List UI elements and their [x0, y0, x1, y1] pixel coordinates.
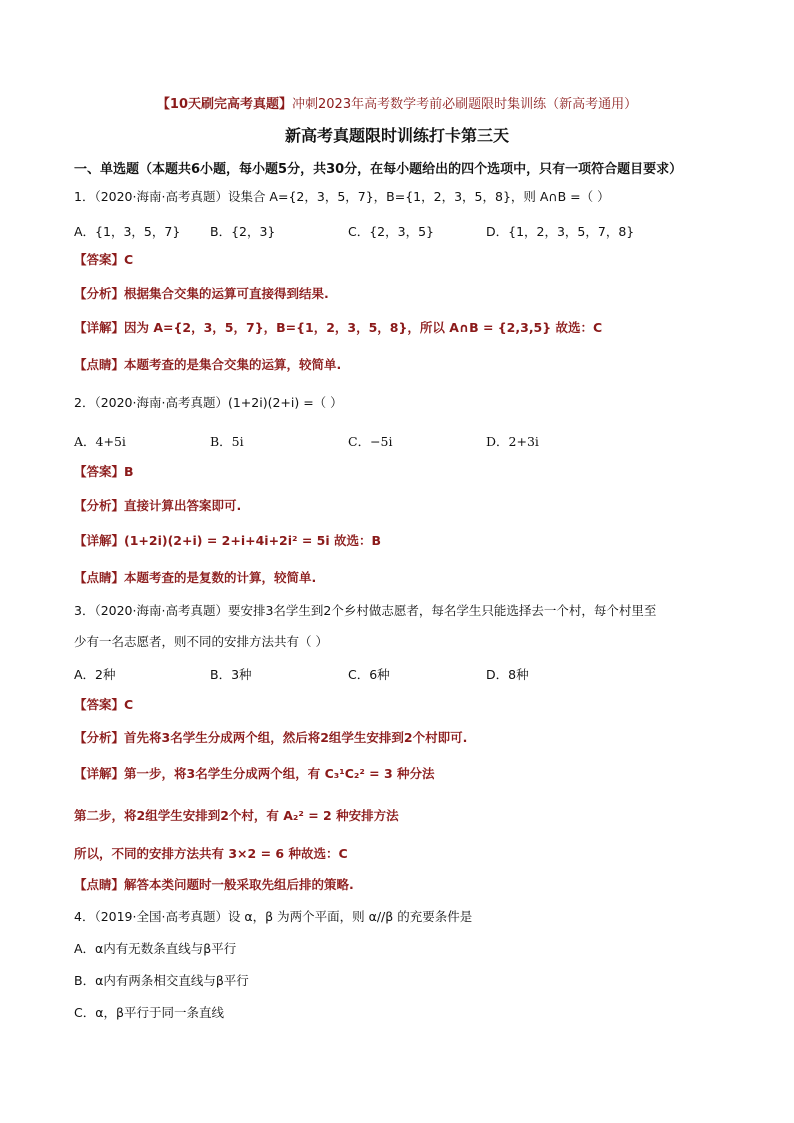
- q1-detail: [74, 320, 602, 336]
- comment-text: 本题考查的是集合交集的运算，较简单.: [124, 357, 342, 372]
- q2-analysis: [74, 498, 241, 514]
- q4-stem: 4．（2019·全国·高考真题）设 α，β 为两个平面，则 α//β 的充要条件是: [74, 909, 473, 924]
- detail-text-1: 第一步，将3名学生分成两个组，有 C₃¹C₂² = 3 种分法: [124, 766, 435, 781]
- title-prefix: 【10天刷完高考真题】: [156, 97, 292, 112]
- answer-tag: 【答案】: [74, 697, 125, 712]
- q3-option-a: A．2种: [74, 667, 116, 682]
- q1-stem: 1．（2020·海南·高考真题）设集合 A={2，3，5，7}，B={1，2，3，5，8}，则 A∩B =（ ）: [74, 189, 610, 204]
- analysis-text: 根据集合交集的运算可直接得到结果.: [124, 286, 329, 301]
- analysis-tag: 【分析】: [74, 498, 125, 513]
- q2-option-c: C．−5i: [348, 434, 393, 449]
- q3-option-b: B．3种: [210, 667, 252, 682]
- q3-analysis: [74, 730, 467, 746]
- comment-tag: 【点睛】: [74, 357, 125, 372]
- section-heading: 一、单选题（本题共6小题，每小题5分，共30分，在每小题给出的四个选项中，只有一项符合题目要求）: [74, 162, 683, 177]
- q4-option-a: A．α内有无数条直线与β平行: [74, 941, 237, 956]
- q1-option-a: A．{1，3，5，7}: [74, 224, 181, 239]
- q2-option-b: B．5i: [210, 434, 244, 449]
- q3-stem-line1: 3．（2020·海南·高考真题）要安排3名学生到2个乡村做志愿者，每名学生只能选择去一个村，每个村里至: [74, 603, 657, 618]
- detail-tag: 【详解】: [74, 533, 125, 548]
- detail-text: (1+2i)(2+i) = 2+i+4i+2i² = 5i 故选：B: [124, 533, 382, 548]
- q2-option-a: A．4+5i: [74, 434, 126, 449]
- q4-option-c: C．α，β平行于同一条直线: [74, 1005, 224, 1020]
- document-subtitle: 新高考真题限时训练打卡第三天: [284, 126, 509, 145]
- analysis-text: 首先将3名学生分成两个组，然后将2组学生安排到2个村即可.: [124, 730, 468, 745]
- detail-tag: 【详解】: [74, 320, 125, 335]
- q3-detail-line2: 第二步，将2组学生安排到2个村，有 A₂² = 2 种安排方法: [74, 808, 399, 823]
- comment-tag: 【点睛】: [74, 570, 125, 585]
- q2-detail: [74, 533, 381, 549]
- detail-tag: 【详解】: [74, 766, 125, 781]
- q3-answer: [74, 697, 133, 713]
- comment-text: 解答本类问题时一般采取先组后排的策略.: [124, 877, 354, 892]
- q1-option-b: B．{2，3}: [210, 224, 276, 239]
- q3-detail: [74, 766, 435, 782]
- comment-tag: 【点睛】: [74, 877, 125, 892]
- q2-answer: [74, 464, 134, 480]
- q3-detail-line3: 所以，不同的安排方法共有 3×2 = 6 种故选：C: [74, 846, 348, 861]
- q2-stem: 2．（2020·海南·高考真题）(1+2i)(2+i) =（ ）: [74, 395, 343, 410]
- q2-comment: [74, 570, 316, 586]
- q2-option-d: D．2+3i: [486, 434, 539, 449]
- q1-option-c: C．{2，3，5}: [348, 224, 434, 239]
- q3-option-d: D．8种: [486, 667, 529, 682]
- q1-answer: [74, 252, 133, 268]
- q1-option-d: D．{1，2，3，5，7，8}: [486, 224, 635, 239]
- comment-text: 本题考查的是复数的计算，较简单.: [124, 570, 317, 585]
- document-title: [0, 97, 794, 113]
- analysis-tag: 【分析】: [74, 730, 125, 745]
- answer-value: C: [124, 697, 134, 712]
- q3-comment: [74, 877, 354, 893]
- q1-comment: [74, 357, 341, 373]
- answer-value: B: [124, 464, 134, 479]
- q1-analysis: [74, 286, 329, 302]
- detail-text: 因为 A={2，3，5，7}，B={1，2，3，5，8}，所以 A∩B = {2,3,5} 故选：C: [124, 320, 603, 335]
- q3-stem-line2: 少有一名志愿者，则不同的安排方法共有（ ）: [74, 634, 328, 649]
- analysis-tag: 【分析】: [74, 286, 125, 301]
- answer-tag: 【答案】: [74, 252, 125, 267]
- analysis-text: 直接计算出答案即可.: [124, 498, 242, 513]
- title-main: 冲刺2023年高考数学考前必刷题限时集训练（新高考通用）: [292, 97, 638, 112]
- answer-tag: 【答案】: [74, 464, 125, 479]
- answer-value: C: [124, 252, 134, 267]
- q3-option-c: C．6种: [348, 667, 390, 682]
- q4-option-b: B．α内有两条相交直线与β平行: [74, 973, 249, 988]
